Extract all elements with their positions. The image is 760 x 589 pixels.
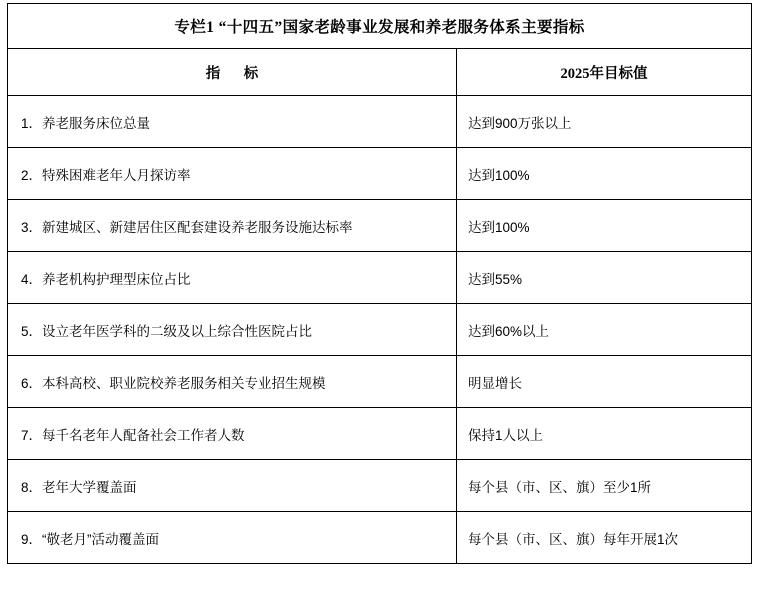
indicator-name: 2．特殊困难老年人月探访率 — [8, 148, 457, 200]
table-row — [8, 148, 752, 200]
table-row — [8, 356, 752, 408]
table-row — [8, 304, 752, 356]
indicator-target: 达到55% — [457, 252, 752, 304]
indicator-name: 6．本科高校、职业院校养老服务相关专业招生规模 — [8, 356, 457, 408]
indicator-target: 达到100% — [457, 200, 752, 252]
indicator-name: 9．“敬老月”活动覆盖面 — [8, 512, 457, 564]
table-row — [8, 252, 752, 304]
indicator-table — [7, 3, 752, 564]
indicator-target: 达到60%以上 — [457, 304, 752, 356]
table-row — [8, 200, 752, 252]
indicator-target: 达到100% — [457, 148, 752, 200]
table-title-row — [8, 4, 752, 49]
indicator-name: 8．老年大学覆盖面 — [8, 460, 457, 512]
table-row — [8, 96, 752, 148]
indicator-target: 明显增长 — [457, 356, 752, 408]
indicator-target: 达到900万张以上 — [457, 96, 752, 148]
table-header-row — [8, 49, 752, 96]
indicator-target: 保持1人以上 — [457, 408, 752, 460]
indicator-name: 1．养老服务床位总量 — [8, 96, 457, 148]
indicator-name: 4．养老机构护理型床位占比 — [8, 252, 457, 304]
indicator-target: 每个县（市、区、旗）每年开展1次 — [457, 512, 752, 564]
indicator-name: 5．设立老年医学科的二级及以上综合性医院占比 — [8, 304, 457, 356]
table-row — [8, 512, 752, 564]
table-title: 专栏1 “十四五”国家老龄事业发展和养老服务体系主要指标 — [8, 4, 752, 49]
indicator-name: 7．每千名老年人配备社会工作者人数 — [8, 408, 457, 460]
column-header-indicator: 指 标 — [8, 49, 457, 96]
table-row — [8, 408, 752, 460]
document-page — [0, 3, 760, 589]
indicator-name: 3．新建城区、新建居住区配套建设养老服务设施达标率 — [8, 200, 457, 252]
indicator-target: 每个县（市、区、旗）至少1所 — [457, 460, 752, 512]
table-row — [8, 460, 752, 512]
column-header-target: 2025年目标值 — [457, 49, 752, 96]
